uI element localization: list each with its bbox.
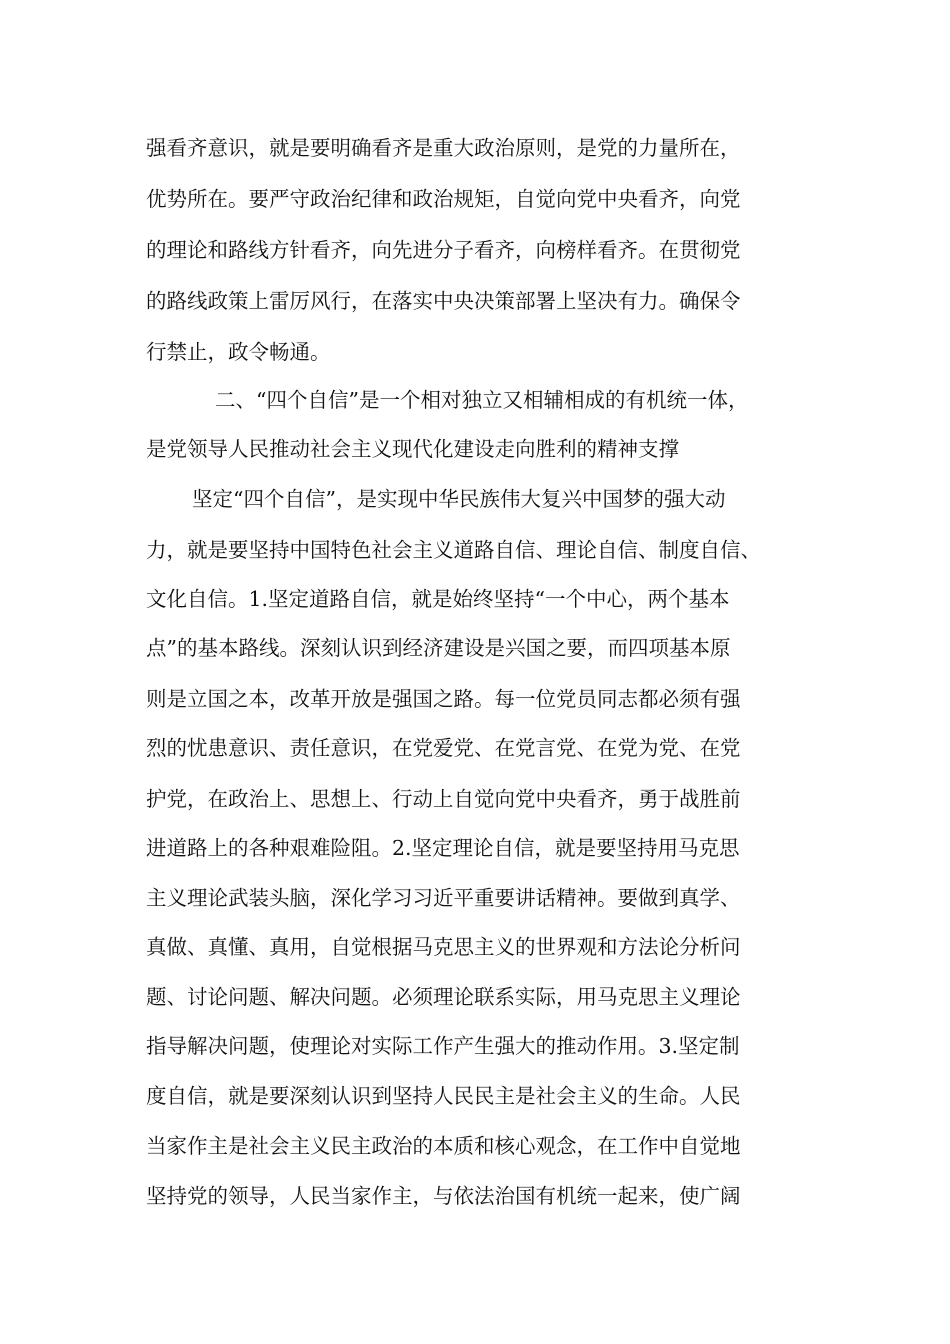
paragraph-line: 度自信，就是要深刻认识到坚持人民民主是社会主义的生命。人民 xyxy=(146,1084,741,1108)
section-heading-line: 是党领导人民推动社会主义现代化建设走向胜利的精神支撑 xyxy=(146,437,679,461)
paragraph-line: 力，就是要坚持中国特色社会主义道路自信、理论自信、制度自信、 xyxy=(146,538,761,562)
paragraph-line: 的理论和路线方针看齐，向先进分子看齐，向榜样看齐。在贯彻党 xyxy=(146,238,741,262)
paragraph-line: 当家作主是社会主义民主政治的本质和核心观念，在工作中自觉地 xyxy=(146,1134,741,1158)
paragraph-line: 文化自信。1.坚定道路自信，就是始终坚持“一个中心，两个基本 xyxy=(146,587,730,611)
paragraph-line: 进道路上的各种艰难险阻。2.坚定理论自信，就是要坚持用马克思 xyxy=(146,836,740,860)
paragraph-line: 指导解决问题，使理论对实际工作产生强大的推动作用。3.坚定制 xyxy=(146,1034,740,1058)
paragraph-line: 坚定“四个自信”，是实现中华民族伟大复兴中国梦的强大动 xyxy=(192,487,726,511)
paragraph-line: 主义理论武装头脑，深化学习习近平重要讲话精神。要做到真学、 xyxy=(146,886,741,910)
paragraph-line: 烈的忧患意识、责任意识，在党爱党、在党言党、在党为党、在党 xyxy=(146,736,741,760)
paragraph-line: 护党，在政治上、思想上、行动上自觉向党中央看齐，勇于战胜前 xyxy=(146,787,741,811)
paragraph-line: 题、讨论问题、解决问题。必须理论联系实际，用马克思主义理论 xyxy=(146,985,741,1009)
paragraph-line: 优势所在。要严守政治纪律和政治规矩，自觉向党中央看齐，向党 xyxy=(146,187,741,211)
paragraph-line: 行禁止，政令畅通。 xyxy=(146,340,331,364)
section-heading-line: 二、“四个自信”是一个相对独立又相辅相成的有机统一体， xyxy=(215,388,749,412)
paragraph-line: 则是立国之本，改革开放是强国之路。每一位党员同志都必须有强 xyxy=(146,687,741,711)
paragraph-line: 强看齐意识，就是要明确看齐是重大政治原则，是党的力量所在， xyxy=(146,136,741,160)
paragraph-line: 真做、真懂、真用，自觉根据马克思主义的世界观和方法论分析问 xyxy=(146,935,741,959)
paragraph-line: 坚持党的领导，人民当家作主，与依法治国有机统一起来，使广阔 xyxy=(146,1184,741,1208)
paragraph-line: 的路线政策上雷厉风行，在落实中央决策部署上坚决有力。确保令 xyxy=(146,289,741,313)
paragraph-line: 点”的基本路线。深刻认识到经济建设是兴国之要，而四项基本原 xyxy=(146,636,731,660)
